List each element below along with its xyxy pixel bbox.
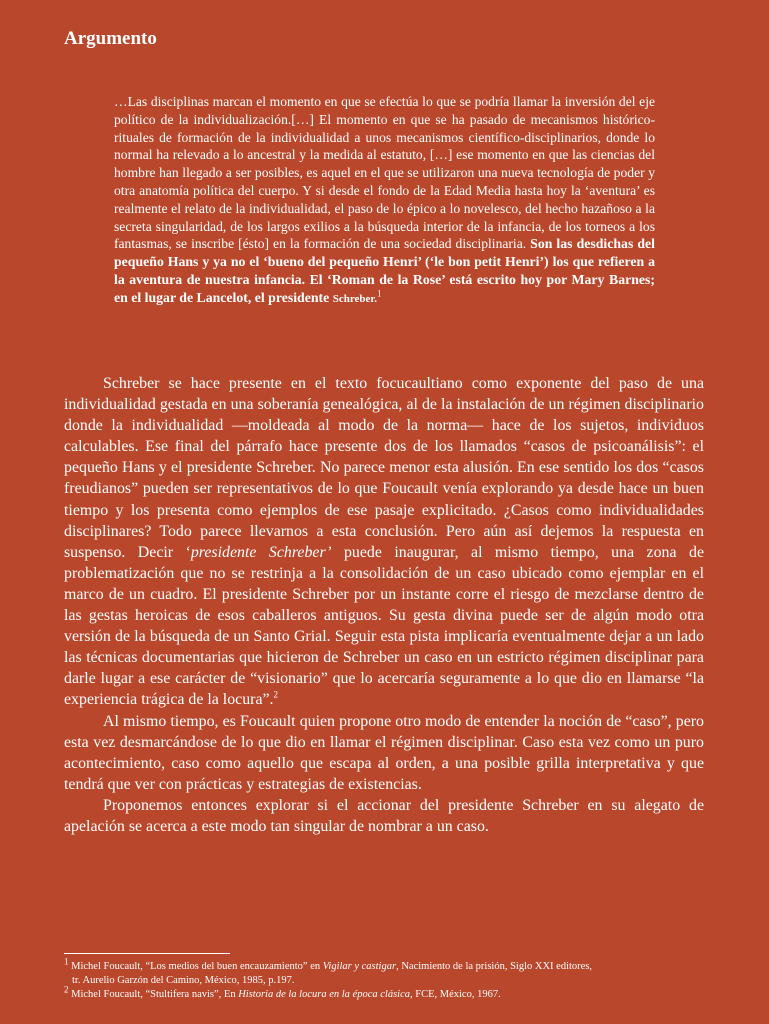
- footnote-divider: [64, 953, 230, 954]
- footnotes: [64, 956, 709, 1002]
- section-heading: Argumento: [64, 28, 157, 49]
- quote-text: …Las disciplinas marcan el momento en que se efectúa lo que se podría llamar la inversión del eje político de la individualización.[…] El momento en que se ha pasado de mecanismos histórico-rituales de formación de la individualidad a unos mecanismos científico-disciplinarios, donde lo normal ha relevado a lo ancestral y la medida al estatuto, […] ese momento en que las ciencias del hombre han llegado a ser posibles, es aquel en el que se utilizaron una nueva tecnología de poder y otra anatomía política del cuerpo. Y si desde el fondo de la Edad Media hasta hoy la ‘aventura’ es realmente el relato de la individualidad, el paso de lo épico a lo novelesco, del hecho hazañoso a la secreta singularidad, de los largos exilios a la búsqueda interior de la infancia, de los torneos a los fantasmas, se inscribe [ésto] en la formación de una sociedad disciplinaria.: [114, 94, 655, 252]
- quote-bold-small-text: Schreber.: [332, 292, 378, 305]
- footnote-2: [64, 984, 709, 1002]
- footnote-1-number: 1: [64, 956, 69, 967]
- paragraph-2: Al mismo tiempo, es Foucault quien propone otro modo de entender la noción de “caso”, pero esta vez desmarcándose de lo que dio en llamar el régimen disciplinar. Caso esta vez como un puro acontecimiento, caso como aquello que escapa al orden, a una posible grilla interpretativa y que tendrá que ver con prácticas y estrategias de existencias.: [64, 712, 704, 793]
- paragraph-3: Proponemos entonces explorar si el accionar del presidente Schreber en su alegato de apelación se acerca a este modo tan singular de nombrar a un caso.: [64, 796, 704, 835]
- footnote-1-title: Vigilar y castigar: [322, 961, 397, 972]
- quote-bold-text: Son las desdichas del pequeño Hans y ya no el ‘bueno del pequeño Henri’ (‘le bon petit Henri’) los que refieren a la aventura de nuestra infancia. El ‘Roman de la Rose’ está escrito hoy por Mary Barnes; en el lugar de Lancelot, el presidente: [114, 236, 655, 305]
- paragraph-1-emphasis: presidente Schreber’: [190, 543, 332, 561]
- footnote-ref-1[interactable]: 1: [377, 288, 382, 299]
- footnote-1-text-b: , Nacimiento de la prisión, Siglo XXI editores,: [396, 961, 593, 972]
- paragraph-1-part-a: Schreber se hace presente en el texto focucaultiano como exponente del paso de una individualidad gestada en una soberanía genealógica, al de la instalación de un régimen disciplinario donde la individualidad —moldeada al modo de la norma— hace de los sujetos, individuos calculables. Ese final del párrafo hace presente dos de los llamados “casos de psicoanálisis”: el pequeño Hans y el presidente Schreber. No parece menor esta alusión. En ese sentido los dos “casos freudianos” pueden ser representativos de lo que Foucault venía explorando ya desde hace un buen tiempo y los presenta como ejemplos de ese pasaje explicitado. ¿Casos como individualidades disciplinares? Todo parece llevarnos a esta conclusión. Pero aún así dejemos la respuesta en suspenso. Decir ‘: [64, 375, 704, 561]
- footnote-1-continuation: tr. Aurelio Garzón del Camino, México, 1985, p.197.: [72, 975, 295, 986]
- footnote-1: [64, 956, 709, 974]
- paragraph-1-part-b: puede inaugurar, al mismo tiempo, una zona de problematización que no se restrinja a la consolidación de un caso ubicado como ejemplar en el marco de un cuadro. El presidente Schreber por un instante corre el riesgo de mezclarse dentro de las gestas heroicas de esos caballeros antiguos. Su gesta divina puede ser de algún modo otra versión de la búsqueda de un Santo Grial. Seguir esta pista implicaría eventualmente dejar a un lado las técnicas documentarias que hicieron de Schreber un caso en un estricto régimen disciplinar para darle lugar a ese carácter de “visionario” que lo acercaría seguramente a lo que dio en llamarse “la experiencia trágica de la locura”.: [64, 543, 704, 709]
- paragraph-1: [64, 373, 704, 711]
- footnote-2-number: 2: [64, 984, 69, 995]
- footnote-2-text-b: , FCE, México, 1967.: [409, 989, 501, 1000]
- body-text: [64, 373, 704, 837]
- footnote-ref-2[interactable]: 2: [273, 690, 279, 701]
- footnote-1-text-a: Michel Foucault, “Los medios del buen encauzamiento” en: [68, 961, 323, 972]
- footnote-2-title: Historia de la locura en la época clásica: [238, 989, 410, 1000]
- footnote-2-text-a: Michel Foucault, “Stultifera navis”, En: [68, 989, 239, 1000]
- block-quote: [114, 93, 655, 309]
